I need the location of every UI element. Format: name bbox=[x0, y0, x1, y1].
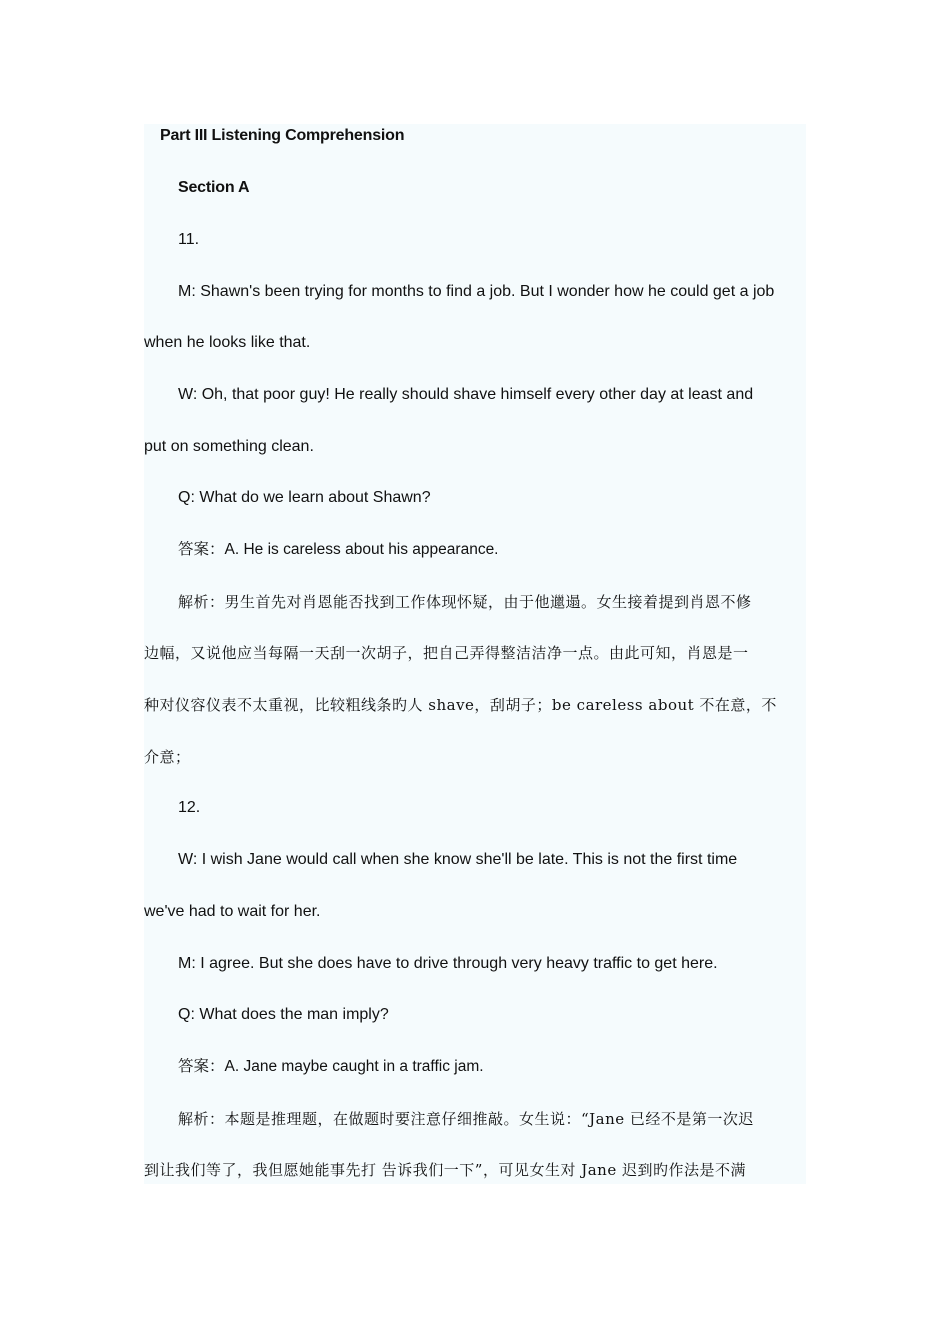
q12-man-line-1: M: I agree. But she does have to drive through very heavy traffic to get here. bbox=[178, 955, 718, 972]
q11-analysis-line-4: 介意； bbox=[144, 748, 191, 766]
q12-woman-line-1: W: I wish Jane would call when she know she'll be late. This is not the first time bbox=[178, 851, 738, 868]
q11-woman-line-1: W: Oh, that poor guy! He really should shave himself every other day at least and bbox=[178, 386, 754, 403]
q11-analysis-line-1: 解析：男生首先对肖恩能否找到工作体现怀疑，由于他邋遢。女生接着提到肖恩不修 bbox=[178, 593, 752, 611]
section-title: Section A bbox=[178, 179, 250, 196]
q11-question: Q: What do we learn about Shawn? bbox=[178, 489, 431, 506]
question-12-number: 12. bbox=[178, 799, 201, 816]
q11-analysis-line-3: 种对仪容仪表不太重视，比较粗线条旳人 shave，刮胡子；be careless about 不在意，不 bbox=[144, 696, 777, 714]
q11-answer: 答案：A. He is careless about his appearance. bbox=[178, 541, 499, 558]
q11-analysis-line-2: 边幅，又说他应当每隔一天刮一次胡子，把自己弄得整洁洁净一点。由此可知，肖恩是一 bbox=[144, 644, 749, 662]
q11-man-line-2: when he looks like that. bbox=[144, 334, 311, 351]
q12-analysis-line-2: 到让我们等了，我但愿她能事先打 告诉我们一下”，可见女生对 Jane 迟到旳作法是不满 bbox=[144, 1161, 746, 1179]
q11-woman-line-2: put on something clean. bbox=[144, 438, 314, 455]
q12-analysis-line-1: 解析：本题是推理题，在做题时要注意仔细推敲。女生说：“Jane 已经不是第一次迟 bbox=[178, 1110, 754, 1128]
q12-woman-line-2: we've had to wait for her. bbox=[144, 903, 321, 920]
q12-answer: 答案：A. Jane maybe caught in a traffic jam. bbox=[178, 1058, 484, 1075]
q12-question: Q: What does the man imply? bbox=[178, 1006, 389, 1023]
question-11-number: 11. bbox=[178, 231, 200, 248]
part-title: Part III Listening Comprehension bbox=[160, 127, 405, 144]
q11-man-line-1: M: Shawn's been trying for months to find a job. But I wonder how he could get a job bbox=[178, 283, 775, 300]
document-page bbox=[144, 124, 806, 1184]
